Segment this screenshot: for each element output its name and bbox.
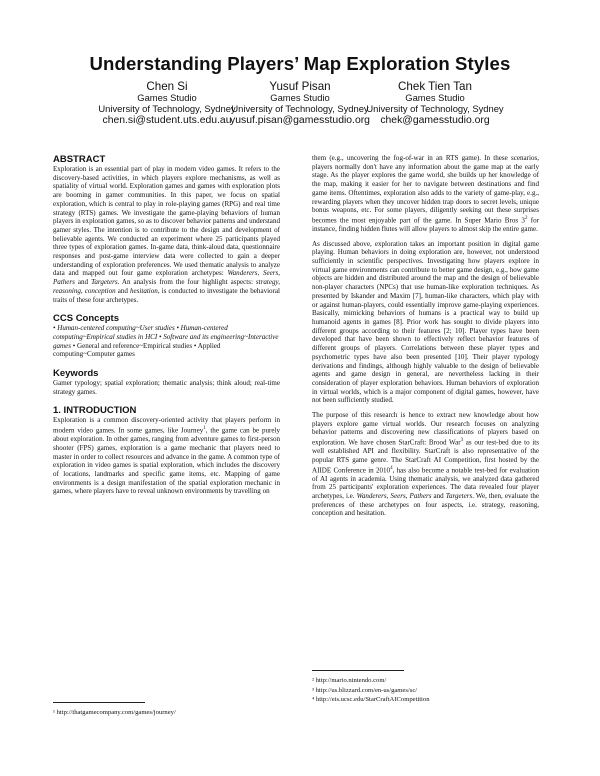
intro-paragraph: As discussed above, exploration takes an important position in digital game playing. Human behaviors in doing exploration are, however, not understood sufficiently in scientific perspectives. Investigating how players explore in virtual game environments can contribute to better game design, e.g., how game objects are hidden and distributed around the map and the design of believable non-player characters (NPCs) that use human-like exploration techniques. As presented by Iskander and Maxim [7], human-like characters, which play with or against human-players, could essentially improve game-playing experiences. Basically, mimicking behaviors of humans is a practical way to build up humanoid agents in games [8]. Prior work has sought to divide players into different groups according to their features [2; 10]. Player types have been developed that have been shown to effectively reflect behavior features of different groups of players. Correlations between these player types and psychometric types have also been presented [10]. Their player typology derivations and findings, although highly valuable to the design of believable agents and game design in general, are nevertheless lacking in their consideration of player exploration behaviors. Human behaviors of exploration in virtual worlds, which is a major component of digital games, however, have not been sufficiently studied. — [312, 239, 539, 405]
intro-paragraph-continued: them (e.g., uncovering the fog-of-war in an RTS game). In these scenarios, players normally don't have any information about the game map at the early stage. As the player explores the game world, she builds up her knowledge of the map, making it easier for her to navigate between destinations and find game items. Oftentimes, exploration also adds to the variety of game-play, e.g., rewarding players when they uncover hidden trap doors to secret levels, unique bonus weapons, etc. For some players, diligently seeking out these surprises becomes the most enjoyable part of the game. In Super Mario Bros $3^2$ for instance, finding hidden flutes will allow players to almost skip the entire game. — [312, 154, 540, 233]
ccs-concepts-text: • Human-centered computing~User studies • Human-centered computing~Empirical studies in HCI • Software and its engineering~Interactive games • General and reference~Empirical studies • Applied computing~Computer games — [53, 324, 279, 359]
author-name: Yusuf Pisan — [269, 80, 331, 93]
author-email: yusuf.pisan@gamesstudio.org — [230, 115, 370, 127]
intro-paragraph: Exploration is a common discovery-oriented activity that players perform in modern video games. In some games, like Journey$^1$, the game can be purely about exploration. In other games, ranging from adventure games to first-person shooter (FPS) games, exploration is a game mechanic that players need to master in order to collect resources and advance in the game. A common type of exploration in video games is spatial exploration, which includes the discovery of locations, landmarks and specific game items, etc. Mapping of game environments is a design manifestation of the spatial exploration mechanic in games, where players have to reveal unknown environments by travelling on — [53, 416, 281, 496]
section-heading-abstract: ABSTRACT — [53, 154, 106, 165]
footnote: ¹ http://thatgamecompany.com/games/journey/ — [53, 709, 176, 716]
footnote: ⁴ http://eis.ucsc.edu/StarCraftAICompetition — [312, 696, 430, 703]
section-heading-introduction: 1. INTRODUCTION — [53, 405, 137, 417]
abstract-text: Exploration is an essential part of play in modern video games. It refers to the discovery-based activities, in which players explore mechanisms, as well as spatiality of virtual world. Exploration games and games with exploration plots are booming in gamer communities. In this paper, we focus on spatial exploration, which is central to play in role-playing games (RPG) and real time strategy (RTS) games. We investigate the game-playing behaviors of human players in exploration games, so as to discover behavior patterns and understand gamer styles. The intention is to contribute to the design and development of believable agents. We conducted an experiment where 25 participants played three types of exploration games. In-game data, think-aloud data, questionnaire responses and post-game interview data were collected to gain a deeper understanding of exploration preferences. We used thematic analysis to analyze data and mapped out four game exploration archetypes: Wanderers, Seers, Pathers and Targeters. An analysis from the four highlight aspects: strategy, reasoning, conception and hesitation, is conducted to investigate the behavioral traits of these four archetypes. — [53, 165, 281, 304]
footnote-rule — [53, 702, 145, 703]
author-name: Chek Tien Tan — [398, 80, 472, 93]
paper-title: Understanding Players’ Map Exploration Styles — [89, 53, 511, 74]
footnote: ² http://mario.nintendo.com/ — [312, 677, 387, 684]
left-column — [53, 154, 280, 496]
author-affiliation: Games Studio — [270, 92, 330, 103]
footnotes-right — [312, 676, 430, 705]
author-institution: University of Technology, Sydney — [366, 102, 504, 114]
section-heading-keywords: Keywords — [53, 368, 99, 380]
footnote: ³ http://us.blizzard.com/en-us/games/sc/ — [312, 686, 418, 694]
author-institution: University of Technology, Sydney — [231, 102, 369, 114]
author-affiliation: Games Studio — [137, 92, 197, 103]
intro-paragraph: The purpose of this research is hence to extract new knowledge about how players explore game virtual worlds. Our research focuses on analyzing behavior patterns and discovering new classifications of players based on exploration. We have chosen StarCraft: Brood War$^3$ as our test-bed due to its well established API and flexibility. StarCraft is also representative of the popular RTS game genre. The StarCraft AI Competition, first hosted by the AIIDE Conference in 2010$^4$, has also become a notable test-bed for evaluation of AI agents in academia. Using thematic analysis, we analyzed data gathered from 25 participants' exploration experiences. The data revealed four player archetypes, i.e. Wanderers, Seers, Pathers and Targeters. We, then, evaluate the preferences of these archetypes on four aspects, i.e. strategy, reasoning, conception and hesitation. — [312, 411, 540, 518]
author-institution: University of Technology, Sydney — [98, 102, 236, 114]
footnotes-left — [53, 708, 176, 718]
right-column — [312, 154, 539, 518]
author-email: chek@gamesstudio.org — [380, 115, 490, 127]
author-email: chen.si@student.uts.edu.au — [102, 115, 232, 127]
author-name: Chen Si — [146, 80, 188, 93]
section-heading-ccs: CCS Concepts — [53, 313, 119, 325]
author-block — [335, 80, 535, 127]
author-affiliation: Games Studio — [405, 92, 465, 103]
footnote-rule — [312, 670, 404, 671]
keywords-text: Gamer typology; spatial exploration; thematic analysis; think aloud; real-time strategy games. — [53, 379, 280, 396]
